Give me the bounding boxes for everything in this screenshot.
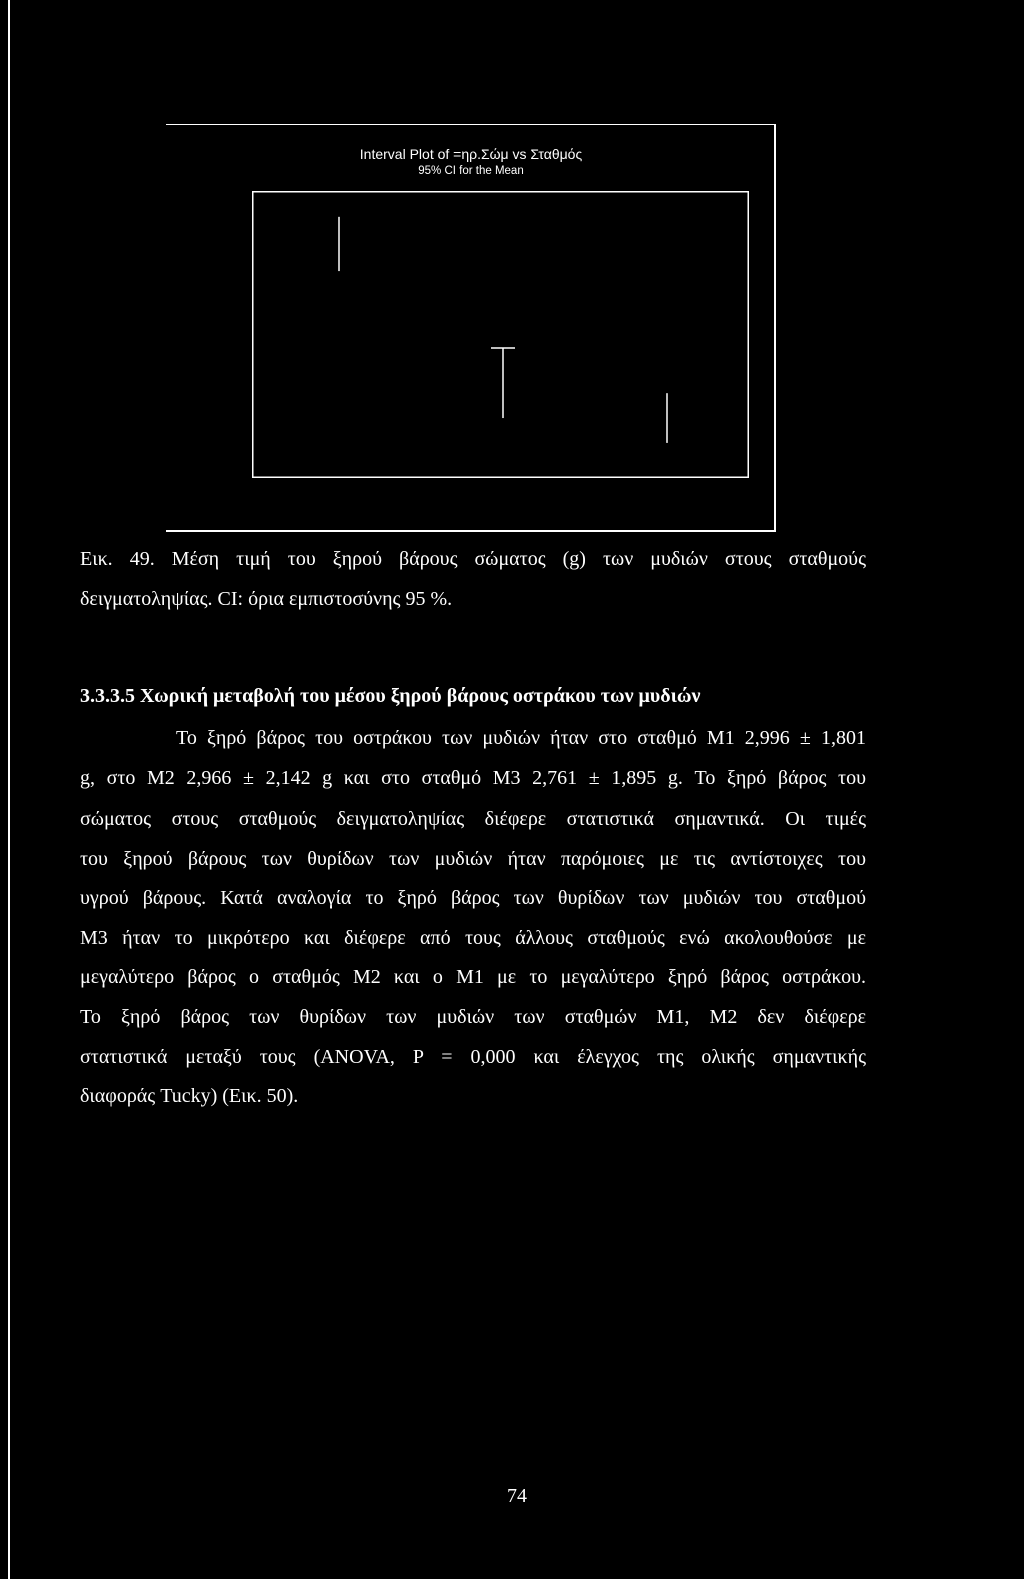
paragraph-line: Το ξηρό βάρος των θυρίδων των μυδιών των σταθμών Μ1, Μ2 δεν διέφερε [80,1006,866,1028]
paragraph-line: διαφοράς Tucky) (Εικ. 50). [80,1085,299,1107]
figure-caption-line-2: δειγματοληψίας. CI: όρια εμπιστοσύνης 95 %. [80,588,453,610]
left-margin-rule [8,0,10,1579]
paragraph-line: σώματος στους σταθμούς δειγματοληψίας διέφερε στατιστικά σημαντικά. Οι τιμές [80,808,866,830]
plot-frame [253,192,749,478]
paragraph-line: υγρού βάρους. Κατά αναλογία το ξηρό βάρος των θυρίδων των μυδιών του σταθμού [80,887,866,909]
section-heading: 3.3.3.5 Χωρική μεταβολή του μέσου ξηρού βάρους οστράκου των μυδιών [80,685,701,707]
paragraph-line: Το ξηρό βάρος του οστράκου των μυδιών ήταν στο σταθμό Μ1 2,996 ± 1,801 [176,727,866,749]
paragraph-line: g, στο Μ2 2,966 ± 2,142 g και στο σταθμό Μ3 2,761 ± 1,895 g. Το ξηρό βάρος του [80,767,866,789]
chart-subtitle: 95% CI for the Mean [418,165,524,177]
figure-caption-line-1: Εικ. 49. Μέση τιμή του ξηρού βάρους σώματος (g) των μυδιών στους σταθμούς [80,548,866,570]
paragraph-line: του ξηρού βάρους των θυρίδων των μυδιών ήταν παρόμοιες με τις αντίστοιχες του [80,848,866,870]
page-number: 74 [507,1485,527,1507]
plot-area [252,191,749,479]
paragraph-line: Μ3 ήταν το μικρότερο και διέφερε από τους άλλους σταθμούς ενώ ακολουθούσε με [80,927,866,949]
interval-marks [339,217,667,443]
paragraph-line: μεγαλύτερο βάρος ο σταθμός Μ2 και ο Μ1 με το μεγαλύτερο ξηρό βάρος οστράκου. [80,966,866,988]
paragraph-line: στατιστικά μεταξύ τους (ANOVA, P = 0,000 και έλεγχος της ολικής σημαντικής [80,1046,866,1068]
chart-title: Interval Plot of =ηρ.Σώμ vs Σταθμός [359,146,583,162]
